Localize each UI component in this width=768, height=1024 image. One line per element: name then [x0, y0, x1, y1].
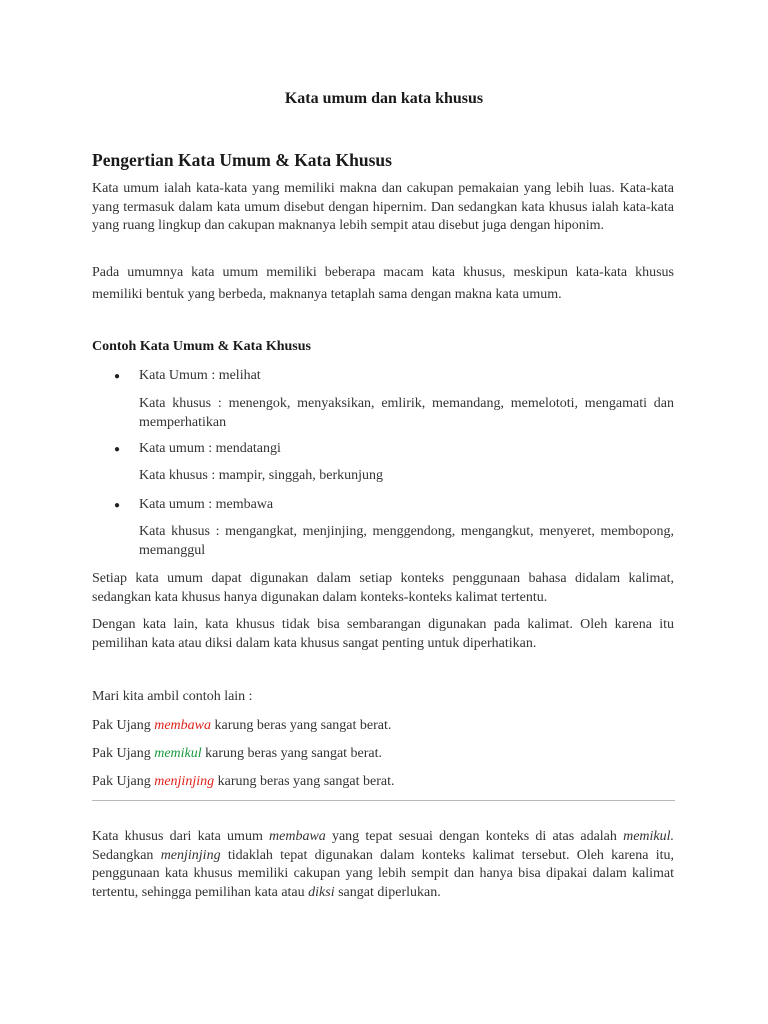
bullet-icon: ●: [114, 444, 121, 455]
example-umum: Kata umum : membawa: [139, 497, 274, 512]
example-sentence: Pak Ujang membawa karung beras yang sangat berat.: [92, 718, 392, 733]
example-khusus: Kata khusus : mengangkat, menjinjing, menggendong, mengangkut, menyeret, membopong, memanggul: [139, 524, 674, 558]
example-umum: Kata umum : mendatangi: [139, 441, 281, 456]
example-sentence: Pak Ujang menjinjing karung beras yang sangat berat.: [92, 774, 395, 789]
bullet-icon: ●: [114, 371, 121, 382]
bullet-icon: ●: [114, 500, 121, 511]
paragraph-definition: Kata umum ialah kata-kata yang memiliki makna dan cakupan pemakaian yang lebih luas. Kata-kata yang termasuk dalam kata umum disebut dengan hipernim. Dan sedangkan kata khusus ialah kata-kata yang ruang lingkup dan cakupan maknanya lebih sempit atau disebut juga dengan hiponim.: [92, 181, 674, 233]
example-umum: Kata Umum : melihat: [139, 368, 261, 383]
example-khusus: Kata khusus : menengok, menyaksikan, emlirik, memandang, memelototi, mengamati dan memperhatikan: [139, 396, 674, 430]
example-sentence: Pak Ujang memikul karung beras yang sangat berat.: [92, 746, 383, 761]
intro-line: Mari kita ambil contoh lain :: [92, 689, 253, 704]
section-heading: Pengertian Kata Umum & Kata Khusus: [92, 150, 392, 170]
divider: [92, 800, 675, 801]
paragraph-usage: Setiap kata umum dapat digunakan dalam setiap konteks penggunaan bahasa didalam kalimat, sedangkan kata khusus hanya digunakan dalam konteks-konteks kalimat tertentu.: [92, 571, 674, 605]
paragraph-conclusion: Kata khusus dari kata umum membawa yang tepat sesuai dengan konteks di atas adalah memikul. Sedangkan menjinjing tidaklah tepat digunakan dalam konteks kalimat tersebut. Oleh karena itu, penggunaan kata khusus memiliki cakupan yang lebih sempit dan hanya bisa dipakai dalam kalimat tertentu, sehingga pemilihan kata atau diksi sangat diperlukan.: [92, 829, 675, 900]
highlighted-word: membawa: [154, 718, 211, 733]
paragraph-diction: Dengan kata lain, kata khusus tidak bisa sembarangan digunakan pada kalimat. Oleh karena itu pemilihan kata atau diksi dalam kata khusus sangat penting untuk diperhatikan.: [92, 617, 674, 651]
examples-heading: Contoh Kata Umum & Kata Khusus: [92, 339, 311, 354]
highlighted-word: menjinjing: [154, 774, 215, 789]
paragraph-relation: Pada umumnya kata umum memiliki beberapa macam kata khusus, meskipun kata-kata khusus memiliki bentuk yang berbeda, maknanya tetaplah sama dengan makna kata umum.: [92, 265, 674, 302]
highlighted-word: memikul: [154, 746, 202, 761]
example-khusus: Kata khusus : mampir, singgah, berkunjung: [139, 468, 384, 483]
document-title: Kata umum dan kata khusus: [284, 90, 484, 107]
